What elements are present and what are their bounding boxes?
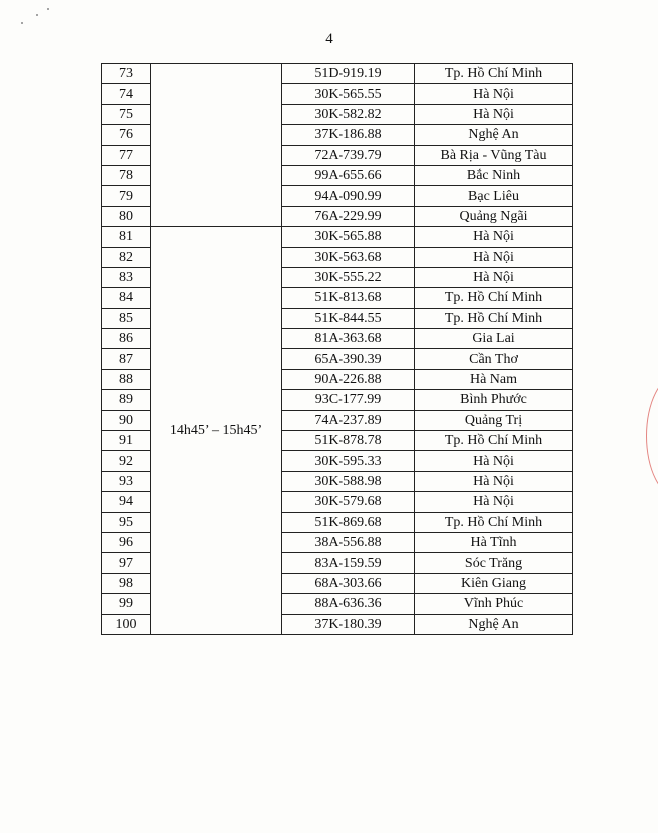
- province: Cần Thơ: [415, 349, 573, 369]
- province: Tp. Hồ Chí Minh: [415, 64, 573, 84]
- table-row: [102, 64, 573, 84]
- province: Tp. Hồ Chí Minh: [415, 431, 573, 451]
- license-plate: 76A-229.99: [282, 206, 415, 226]
- row-number: 85: [102, 308, 151, 328]
- license-plate: 83A-159.59: [282, 553, 415, 573]
- license-plate: 37K-186.88: [282, 125, 415, 145]
- scan-speck: [21, 22, 23, 24]
- row-number: 99: [102, 594, 151, 614]
- row-number: 80: [102, 206, 151, 226]
- license-plate: 65A-390.39: [282, 349, 415, 369]
- license-plate: 72A-739.79: [282, 145, 415, 165]
- province: Nghệ An: [415, 614, 573, 634]
- license-plate: 74A-237.89: [282, 410, 415, 430]
- province: Tp. Hồ Chí Minh: [415, 288, 573, 308]
- province: Bà Rịa - Vũng Tàu: [415, 145, 573, 165]
- row-number: 87: [102, 349, 151, 369]
- province: Gia Lai: [415, 329, 573, 349]
- row-number: 77: [102, 145, 151, 165]
- row-number: 89: [102, 390, 151, 410]
- license-plate: 30K-555.22: [282, 267, 415, 287]
- province: Hà Nội: [415, 104, 573, 124]
- license-plate: 30K-579.68: [282, 492, 415, 512]
- province: Tp. Hồ Chí Minh: [415, 308, 573, 328]
- license-plate: 30K-563.68: [282, 247, 415, 267]
- license-plate: 68A-303.66: [282, 573, 415, 593]
- row-number: 84: [102, 288, 151, 308]
- license-plate: 93C-177.99: [282, 390, 415, 410]
- province: Bắc Ninh: [415, 165, 573, 185]
- row-number: 86: [102, 329, 151, 349]
- province: Hà Nam: [415, 369, 573, 389]
- province: Kiên Giang: [415, 573, 573, 593]
- row-number: 91: [102, 431, 151, 451]
- row-number: 94: [102, 492, 151, 512]
- license-plate: 88A-636.36: [282, 594, 415, 614]
- province: Hà Tĩnh: [415, 532, 573, 552]
- license-plate: 38A-556.88: [282, 532, 415, 552]
- row-number: 75: [102, 104, 151, 124]
- license-plate: 30K-582.82: [282, 104, 415, 124]
- row-number: 76: [102, 125, 151, 145]
- license-plate: 81A-363.68: [282, 329, 415, 349]
- license-plate: 51K-844.55: [282, 308, 415, 328]
- license-plate: 51D-919.19: [282, 64, 415, 84]
- province: Tp. Hồ Chí Minh: [415, 512, 573, 532]
- province: Quảng Ngãi: [415, 206, 573, 226]
- province: Hà Nội: [415, 267, 573, 287]
- red-stamp-edge: [644, 375, 658, 495]
- province: Sóc Trăng: [415, 553, 573, 573]
- license-plate: 51K-813.68: [282, 288, 415, 308]
- row-number: 73: [102, 64, 151, 84]
- license-plate: 51K-878.78: [282, 431, 415, 451]
- row-number: 82: [102, 247, 151, 267]
- province: Hà Nội: [415, 492, 573, 512]
- license-plate: 30K-565.55: [282, 84, 415, 104]
- row-number: 74: [102, 84, 151, 104]
- row-number: 96: [102, 532, 151, 552]
- license-plate: 51K-869.68: [282, 512, 415, 532]
- row-number: 97: [102, 553, 151, 573]
- license-plate: 90A-226.88: [282, 369, 415, 389]
- province: Hà Nội: [415, 471, 573, 491]
- province: Hà Nội: [415, 247, 573, 267]
- license-plate: 99A-655.66: [282, 165, 415, 185]
- province: Hà Nội: [415, 227, 573, 247]
- province: Quảng Trị: [415, 410, 573, 430]
- province: Hà Nội: [415, 84, 573, 104]
- row-number: 83: [102, 267, 151, 287]
- province: Hà Nội: [415, 451, 573, 471]
- row-number: 98: [102, 573, 151, 593]
- row-number: 81: [102, 227, 151, 247]
- page-number: 4: [325, 31, 333, 47]
- row-number: 78: [102, 165, 151, 185]
- province: Nghệ An: [415, 125, 573, 145]
- row-number: 100: [102, 614, 151, 634]
- time-slot-cell: 14h45’ – 15h45’: [151, 227, 282, 635]
- table-row: [102, 227, 573, 247]
- province: Bạc Liêu: [415, 186, 573, 206]
- license-plate-table: [101, 63, 573, 635]
- license-plate: 30K-588.98: [282, 471, 415, 491]
- row-number: 95: [102, 512, 151, 532]
- time-slot-cell: [151, 64, 282, 227]
- row-number: 92: [102, 451, 151, 471]
- row-number: 90: [102, 410, 151, 430]
- row-number: 93: [102, 471, 151, 491]
- province: Bình Phước: [415, 390, 573, 410]
- scan-speck: [36, 14, 38, 16]
- row-number: 88: [102, 369, 151, 389]
- province: Vĩnh Phúc: [415, 594, 573, 614]
- license-plate: 37K-180.39: [282, 614, 415, 634]
- license-plate: 30K-595.33: [282, 451, 415, 471]
- license-plate: 94A-090.99: [282, 186, 415, 206]
- row-number: 79: [102, 186, 151, 206]
- scan-speck: [47, 8, 49, 10]
- license-plate: 30K-565.88: [282, 227, 415, 247]
